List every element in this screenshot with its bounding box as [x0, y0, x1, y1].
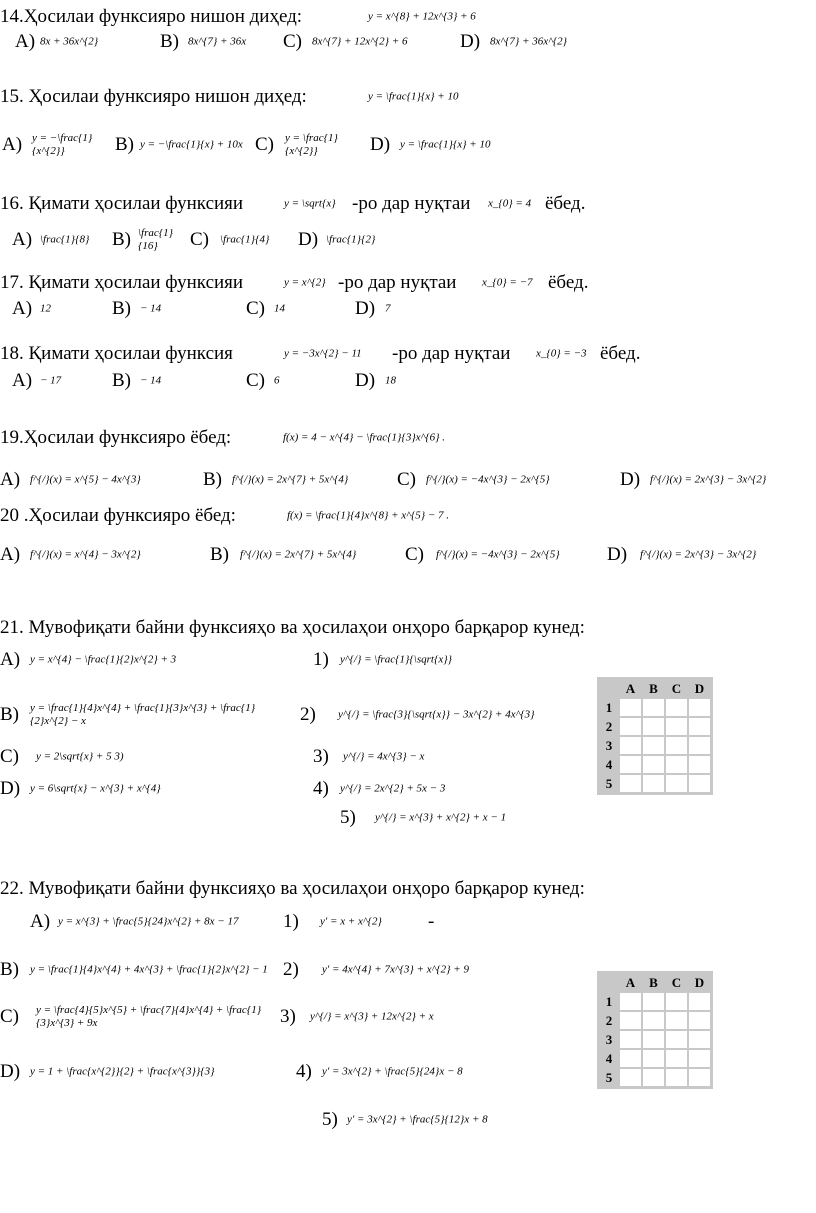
- q18-opt-c-label: C): [246, 370, 265, 391]
- q15-function: y = \frac{1}{x} + 10: [368, 90, 459, 103]
- answer-cell[interactable]: [620, 1031, 641, 1048]
- q22-left-c-label: C): [0, 1006, 19, 1027]
- q15-title: 15. Ҳосилаи функсияро нишон диҳед:: [0, 86, 307, 107]
- q22-right-3: y^{/} = x^{3} + 12x^{2} + x: [310, 1010, 434, 1023]
- table-row-header: 4: [605, 1050, 613, 1066]
- answer-cell[interactable]: [620, 775, 641, 792]
- answer-cell[interactable]: [643, 1069, 664, 1086]
- q19-opt-a-label: A): [0, 469, 21, 490]
- q16-x0: x_{0} = 4: [488, 197, 532, 210]
- q21-right-3-label: 3): [313, 746, 329, 767]
- q18-x0: x_{0} = −3: [536, 347, 587, 360]
- q20-function: f(x) = \frac{1}{4}x^{8} + x^{5} − 7 .: [287, 509, 450, 522]
- answer-cell[interactable]: [689, 993, 710, 1010]
- q21-left-c: y = 2\sqrt{x} + 5 3): [36, 750, 124, 763]
- q17-function: y = x^{2}: [284, 276, 326, 289]
- answer-cell[interactable]: [666, 718, 687, 735]
- q17-opt-c: 14: [274, 302, 285, 315]
- q20-opt-b: f^{/}(x) = 2x^{7} + 5x^{4}: [240, 548, 357, 561]
- q15-opt-d: y = \frac{1}{x} + 10: [400, 138, 491, 151]
- table-col-header: B: [649, 680, 658, 696]
- answer-cell[interactable]: [643, 1031, 664, 1048]
- q21-left-b: y = \frac{1}{4}x^{4} + \frac{1}{3}x^{3} + \frac{1}{2}x^{2} − x: [30, 702, 256, 727]
- q22-answer-table: [597, 971, 713, 1089]
- q20-opt-b-label: B): [210, 544, 229, 565]
- q17-opt-b: − 14: [140, 302, 162, 315]
- answer-cell[interactable]: [643, 699, 664, 716]
- q22-left-b: y = \frac{1}{4}x^{4} + 4x^{3} + \frac{1}{2}x^{2} − 1: [30, 963, 268, 976]
- q16-opt-d-label: D): [298, 229, 319, 250]
- answer-cell[interactable]: [643, 737, 664, 754]
- q19-title: 19.Ҳосилаи функсияро ёбед:: [0, 427, 232, 448]
- q14-opt-a: 8x + 36x^{2}: [40, 35, 99, 48]
- q22-left-d-label: D): [0, 1061, 21, 1082]
- q17-opt-d: 7: [385, 302, 391, 315]
- q21-left-b-label: B): [0, 704, 19, 725]
- table-row-header: 1: [605, 699, 613, 715]
- q21-left-d: y = 6\sqrt{x} − x^{3} + x^{4}: [30, 782, 161, 795]
- q22-left-d: y = 1 + \frac{x^{2}}{2} + \frac{x^{3}}{3}: [30, 1065, 215, 1078]
- answer-cell[interactable]: [689, 756, 710, 773]
- q19-opt-b-label: B): [203, 469, 222, 490]
- table-row-header: 4: [605, 756, 613, 772]
- q20-opt-a-label: A): [0, 544, 21, 565]
- q19-opt-d-label: D): [620, 469, 641, 490]
- q18-title: 18. Қимати ҳосилаи функсия: [0, 343, 233, 364]
- answer-cell[interactable]: [620, 1012, 641, 1029]
- q21-right-5-label: 5): [340, 807, 356, 828]
- answer-cell[interactable]: [666, 1012, 687, 1029]
- q18-opt-b: − 14: [140, 374, 162, 387]
- q16-opt-b: \frac{1}{16}: [138, 227, 174, 252]
- answer-cell[interactable]: [666, 1031, 687, 1048]
- q14-title: 14.Ҳосилаи функсияро нишон диҳед:: [0, 6, 303, 27]
- q18-opt-b-label: B): [112, 370, 131, 391]
- table-col-header: C: [671, 680, 682, 696]
- q14-opt-c-label: C): [283, 31, 302, 52]
- answer-cell[interactable]: [689, 1012, 710, 1029]
- q17-title: 17. Қимати ҳосилаи функсияи: [0, 272, 244, 293]
- q22-right-4-label: 4): [296, 1061, 312, 1082]
- q18-end: ёбед.: [600, 343, 641, 364]
- answer-cell[interactable]: [689, 737, 710, 754]
- q18-function: y = −3x^{2} − 11: [284, 347, 362, 360]
- answer-cell[interactable]: [643, 756, 664, 773]
- q22-right-2-label: 2): [283, 959, 299, 980]
- answer-cell[interactable]: [620, 756, 641, 773]
- q14-opt-b: 8x^{7} + 36x: [188, 35, 247, 48]
- q22-dash: -: [428, 911, 435, 932]
- table-row-header: 3: [605, 1031, 613, 1047]
- answer-cell[interactable]: [666, 775, 687, 792]
- q19-opt-b: f^{/}(x) = 2x^{7} + 5x^{4}: [232, 473, 349, 486]
- table-row-header: 1: [605, 993, 613, 1009]
- q15-opt-c: y = \frac{1}{x^{2}}: [285, 132, 338, 157]
- answer-cell[interactable]: [689, 1069, 710, 1086]
- q16-function: y = \sqrt{x}: [284, 197, 336, 210]
- q21-left-a-label: A): [0, 649, 21, 670]
- q17-opt-b-label: B): [112, 298, 131, 319]
- q21-left-c-label: C): [0, 746, 19, 767]
- q18-opt-d-label: D): [355, 370, 376, 391]
- table-col-header: A: [625, 680, 636, 696]
- table-col-header: D: [694, 974, 705, 990]
- q15-opt-c-label: C): [255, 134, 274, 155]
- answer-cell[interactable]: [666, 737, 687, 754]
- q21-right-4: y^{/} = 2x^{2} + 5x − 3: [340, 782, 446, 795]
- answer-cell[interactable]: [666, 756, 687, 773]
- q18-opt-a-label: A): [12, 370, 33, 391]
- answer-cell[interactable]: [689, 718, 710, 735]
- q21-right-3: y^{/} = 4x^{3} − x: [343, 750, 425, 763]
- q19-opt-c-label: C): [397, 469, 416, 490]
- answer-cell[interactable]: [643, 1050, 664, 1067]
- q22-left-b-label: B): [0, 959, 19, 980]
- q20-opt-c-label: C): [405, 544, 424, 565]
- q17-mid: -ро дар нуқтаи: [338, 272, 457, 293]
- q20-opt-d: f^{/}(x) = 2x^{3} − 3x^{2}: [640, 548, 757, 561]
- answer-cell[interactable]: [689, 1031, 710, 1048]
- q15-opt-a: y = −\frac{1}{x^{2}}: [32, 132, 93, 157]
- q20-opt-d-label: D): [607, 544, 628, 565]
- answer-cell[interactable]: [620, 699, 641, 716]
- q16-opt-d: \frac{1}{2}: [326, 233, 376, 246]
- q16-mid: -ро дар нуқтаи: [352, 193, 471, 214]
- q21-left-a: y = x^{4} − \frac{1}{2}x^{2} + 3: [30, 653, 177, 666]
- table-row-header: 5: [605, 1069, 613, 1085]
- q20-opt-c: f^{/}(x) = −4x^{3} − 2x^{5}: [436, 548, 560, 561]
- q17-end: ёбед.: [548, 272, 589, 293]
- table-col-header: C: [671, 974, 682, 990]
- q16-opt-b-label: B): [112, 229, 131, 250]
- q18-opt-c: 6: [274, 374, 280, 387]
- q19-opt-d: f^{/}(x) = 2x^{3} − 3x^{2}: [650, 473, 767, 486]
- answer-cell[interactable]: [620, 718, 641, 735]
- table-row-header: 5: [605, 775, 613, 791]
- answer-cell[interactable]: [620, 993, 641, 1010]
- q14-opt-b-label: B): [160, 31, 179, 52]
- q22-left-a: y = x^{3} + \frac{5}{24}x^{2} + 8x − 17: [58, 915, 239, 928]
- answer-cell[interactable]: [643, 718, 664, 735]
- q22-right-3-label: 3): [280, 1006, 296, 1027]
- q17-opt-d-label: D): [355, 298, 376, 319]
- q21-right-2: y^{/} = \frac{3}{\sqrt{x}} − 3x^{2} + 4x^{3}: [338, 708, 535, 721]
- table-col-header: D: [694, 680, 705, 696]
- q19-opt-c: f^{/}(x) = −4x^{3} − 2x^{5}: [426, 473, 550, 486]
- q21-right-1-label: 1): [313, 649, 329, 670]
- table-corner: [600, 680, 618, 697]
- q21-right-1: y^{/} = \frac{1}{\sqrt{x}}: [340, 653, 453, 666]
- q20-title: 20 .Ҳосилаи функсияро ёбед:: [0, 505, 236, 526]
- q19-opt-a: f^{/}(x) = x^{5} − 4x^{3}: [30, 473, 141, 486]
- q22-title: 22. Мувофиқати байни функсияҳо ва ҳосилаҳои онҳоро барқарор кунед:: [0, 878, 585, 899]
- table-col-header: B: [649, 974, 658, 990]
- q21-right-5: y^{/} = x^{3} + x^{2} + x − 1: [375, 811, 507, 824]
- answer-cell[interactable]: [666, 1050, 687, 1067]
- q21-title: 21. Мувофиқати байни функсияҳо ва ҳосилаҳои онҳоро барқарор кунед:: [0, 617, 585, 638]
- q16-title: 16. Қимати ҳосилаи функсияи: [0, 193, 244, 214]
- q15-opt-a-label: A): [2, 134, 23, 155]
- q22-right-2: y′ = 4x^{4} + 7x^{3} + x^{2} + 9: [322, 963, 469, 976]
- answer-cell[interactable]: [643, 993, 664, 1010]
- table-row-header: 3: [605, 737, 613, 753]
- table-corner: [600, 974, 618, 991]
- q16-opt-a-label: A): [12, 229, 33, 250]
- q21-right-4-label: 4): [313, 778, 329, 799]
- q17-opt-c-label: C): [246, 298, 265, 319]
- q18-mid: -ро дар нуқтаи: [392, 343, 511, 364]
- answer-cell[interactable]: [620, 1069, 641, 1086]
- answer-cell[interactable]: [689, 775, 710, 792]
- q22-right-5: y′ = 3x^{2} + \frac{5}{12}x + 8: [347, 1113, 488, 1126]
- q16-opt-a: \frac{1}{8}: [40, 233, 90, 246]
- answer-cell[interactable]: [689, 699, 710, 716]
- q16-end: ёбед.: [545, 193, 586, 214]
- q22-right-1-label: 1): [283, 911, 299, 932]
- q16-opt-c: \frac{1}{4}: [220, 233, 270, 246]
- answer-cell[interactable]: [666, 699, 687, 716]
- q18-opt-a: − 17: [40, 374, 62, 387]
- q22-right-5-label: 5): [322, 1109, 338, 1130]
- q22-right-4: y′ = 3x^{2} + \frac{5}{24}x − 8: [322, 1065, 463, 1078]
- q14-opt-d-label: D): [460, 31, 481, 52]
- q17-x0: x_{0} = −7: [482, 276, 533, 289]
- q22-left-a-label: A): [30, 911, 51, 932]
- answer-cell[interactable]: [620, 737, 641, 754]
- q20-opt-a: f^{/}(x) = x^{4} − 3x^{2}: [30, 548, 141, 561]
- q18-opt-d: 18: [385, 374, 396, 387]
- table-col-header: A: [625, 974, 636, 990]
- answer-cell[interactable]: [643, 775, 664, 792]
- q17-opt-a: 12: [40, 302, 51, 315]
- q19-function: f(x) = 4 − x^{4} − \frac{1}{3}x^{6} .: [283, 431, 446, 444]
- q21-left-d-label: D): [0, 778, 21, 799]
- q22-right-1: y′ = x + x^{2}: [320, 915, 382, 928]
- q15-opt-b: y = −\frac{1}{x} + 10x: [140, 138, 243, 151]
- table-row-header: 2: [605, 1012, 613, 1028]
- q21-right-2-label: 2): [300, 704, 316, 725]
- q15-opt-d-label: D): [370, 134, 391, 155]
- q14-opt-a-label: A): [15, 31, 36, 52]
- answer-cell[interactable]: [666, 993, 687, 1010]
- q22-left-c: y = \frac{4}{5}x^{5} + \frac{7}{4}x^{4} + \frac{1}{3}x^{3} + 9x: [36, 1004, 262, 1029]
- q14-opt-c: 8x^{7} + 12x^{2} + 6: [312, 35, 408, 48]
- q21-answer-table: [597, 677, 713, 795]
- answer-cell[interactable]: [666, 1069, 687, 1086]
- answer-cell[interactable]: [620, 1050, 641, 1067]
- table-row-header: 2: [605, 718, 613, 734]
- q16-opt-c-label: C): [190, 229, 209, 250]
- q17-opt-a-label: A): [12, 298, 33, 319]
- q15-opt-b-label: B): [115, 134, 134, 155]
- q14-function: y = x^{8} + 12x^{3} + 6: [368, 10, 476, 23]
- answer-cell[interactable]: [643, 1012, 664, 1029]
- answer-cell[interactable]: [689, 1050, 710, 1067]
- q14-opt-d: 8x^{7} + 36x^{2}: [490, 35, 568, 48]
